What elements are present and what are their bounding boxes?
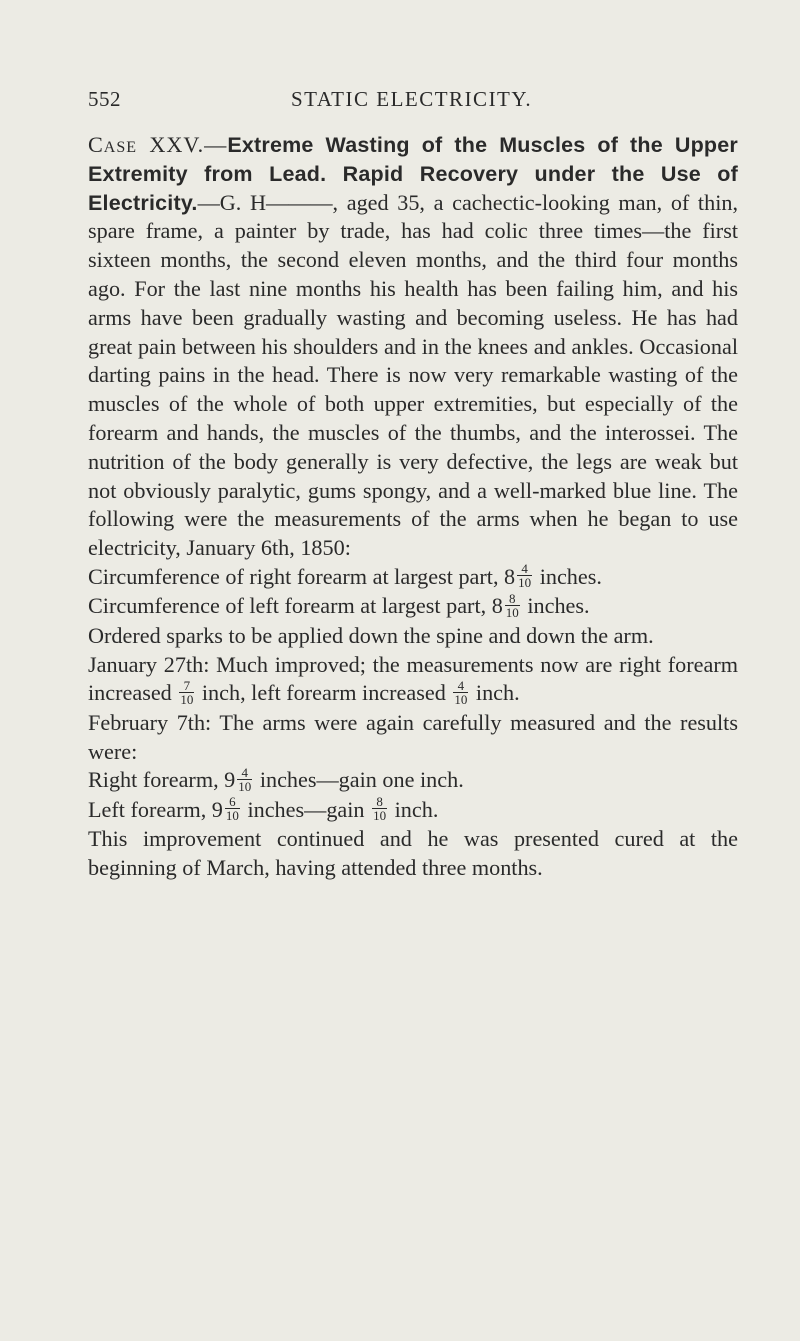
conclusion-paragraph: This improvement continued and he was presented cured at the beginning of March, having attended three months. xyxy=(88,826,738,880)
measurement-left-initial-prefix: Circumference of left forearm at largest part, 8 xyxy=(88,593,503,619)
fraction xyxy=(505,592,520,619)
running-title: STATIC ELECTRICITY. xyxy=(291,87,533,111)
measurement-left-initial-suffix: inches. xyxy=(521,593,590,619)
measurement-left-final-prefix: Left forearm, 9 xyxy=(88,796,223,822)
fraction xyxy=(225,795,240,822)
fraction-denominator: 10 xyxy=(505,604,519,620)
measurement-left-final-suffix: inch. xyxy=(389,796,439,822)
case-intro-text: —G. H———, aged 35, a cachectic-looking man, of thin, spare frame, a painter by trade, has had colic three times—the first sixteen months, the second eleven months, and the third four months ago. For the last nine months his health has been failing him, and his arms have been gradually wasting and becoming useless. He has had great pain between his shoulders and in the knees and ankles. Occasional darting pains in the head. There is now very remarkable wasting of the muscles of the whole of both upper extremities, but especially of the forearm and hands, the muscles of the thumbs, and the interossei. The nutrition of the body generally is very defective, the legs are weak but not obviously paralytic, gums spongy, and a well-marked blue line. The following were the measurements of the arms when he began to use electricity, January 6th, 1850: xyxy=(88,189,738,561)
february-7-paragraph: February 7th: The arms were again carefully measured and the results were: xyxy=(88,709,738,764)
treatment-paragraph: Ordered sparks to be applied down the spine and down the arm. xyxy=(88,622,654,648)
case-paragraph xyxy=(88,131,738,563)
fraction-numerator: 8 xyxy=(372,795,387,809)
body-text xyxy=(88,131,738,883)
fraction-numerator: 8 xyxy=(505,592,520,606)
fraction-numerator: 6 xyxy=(225,795,240,809)
fraction-numerator: 4 xyxy=(237,766,252,780)
case-label-prefix: Case xyxy=(88,132,138,157)
fraction-denominator: 10 xyxy=(225,808,239,824)
fraction-denominator: 10 xyxy=(518,575,532,591)
fraction-denominator: 10 xyxy=(454,691,468,707)
case-label-number: XXV.— xyxy=(149,132,228,157)
fraction xyxy=(453,679,468,706)
measurement-left-final-middle: inches—gain xyxy=(241,796,371,822)
fraction xyxy=(517,562,532,589)
case-label xyxy=(88,132,227,157)
january-27-suffix: inch. xyxy=(470,680,520,706)
fraction xyxy=(237,766,252,793)
measurement-right-initial-prefix: Circumference of right forearm at largest part, 8 xyxy=(88,563,516,589)
measurement-right-initial xyxy=(88,563,738,592)
january-27-paragraph xyxy=(88,651,738,709)
january-27-middle: inch, left forearm increased xyxy=(196,680,452,706)
measurement-right-final-prefix: Right forearm, 9 xyxy=(88,767,236,793)
measurement-right-initial-suffix: inches. xyxy=(534,563,602,589)
page-number: 552 xyxy=(88,87,121,111)
fraction-numerator: 7 xyxy=(179,679,194,693)
case-title: Extreme Wasting of the Muscles of the Upper Extremity from Lead. Rapid Recovery under the Use of Electricity. xyxy=(88,133,738,215)
measurement-left-final xyxy=(88,796,738,825)
fraction-denominator: 10 xyxy=(238,778,252,794)
fraction xyxy=(372,795,387,822)
fraction-denominator: 10 xyxy=(180,691,194,707)
measurement-right-final xyxy=(88,766,738,795)
fraction-denominator: 10 xyxy=(373,808,387,824)
measurement-right-final-suffix: inches—gain one inch. xyxy=(254,767,464,793)
fraction-numerator: 4 xyxy=(517,562,532,576)
january-27-prefix: January 27th: Much improved; the measurements now are right forearm increased xyxy=(88,651,738,706)
fraction xyxy=(179,679,194,706)
running-head xyxy=(88,87,738,117)
fraction-numerator: 4 xyxy=(453,679,468,693)
measurement-left-initial xyxy=(88,592,738,621)
